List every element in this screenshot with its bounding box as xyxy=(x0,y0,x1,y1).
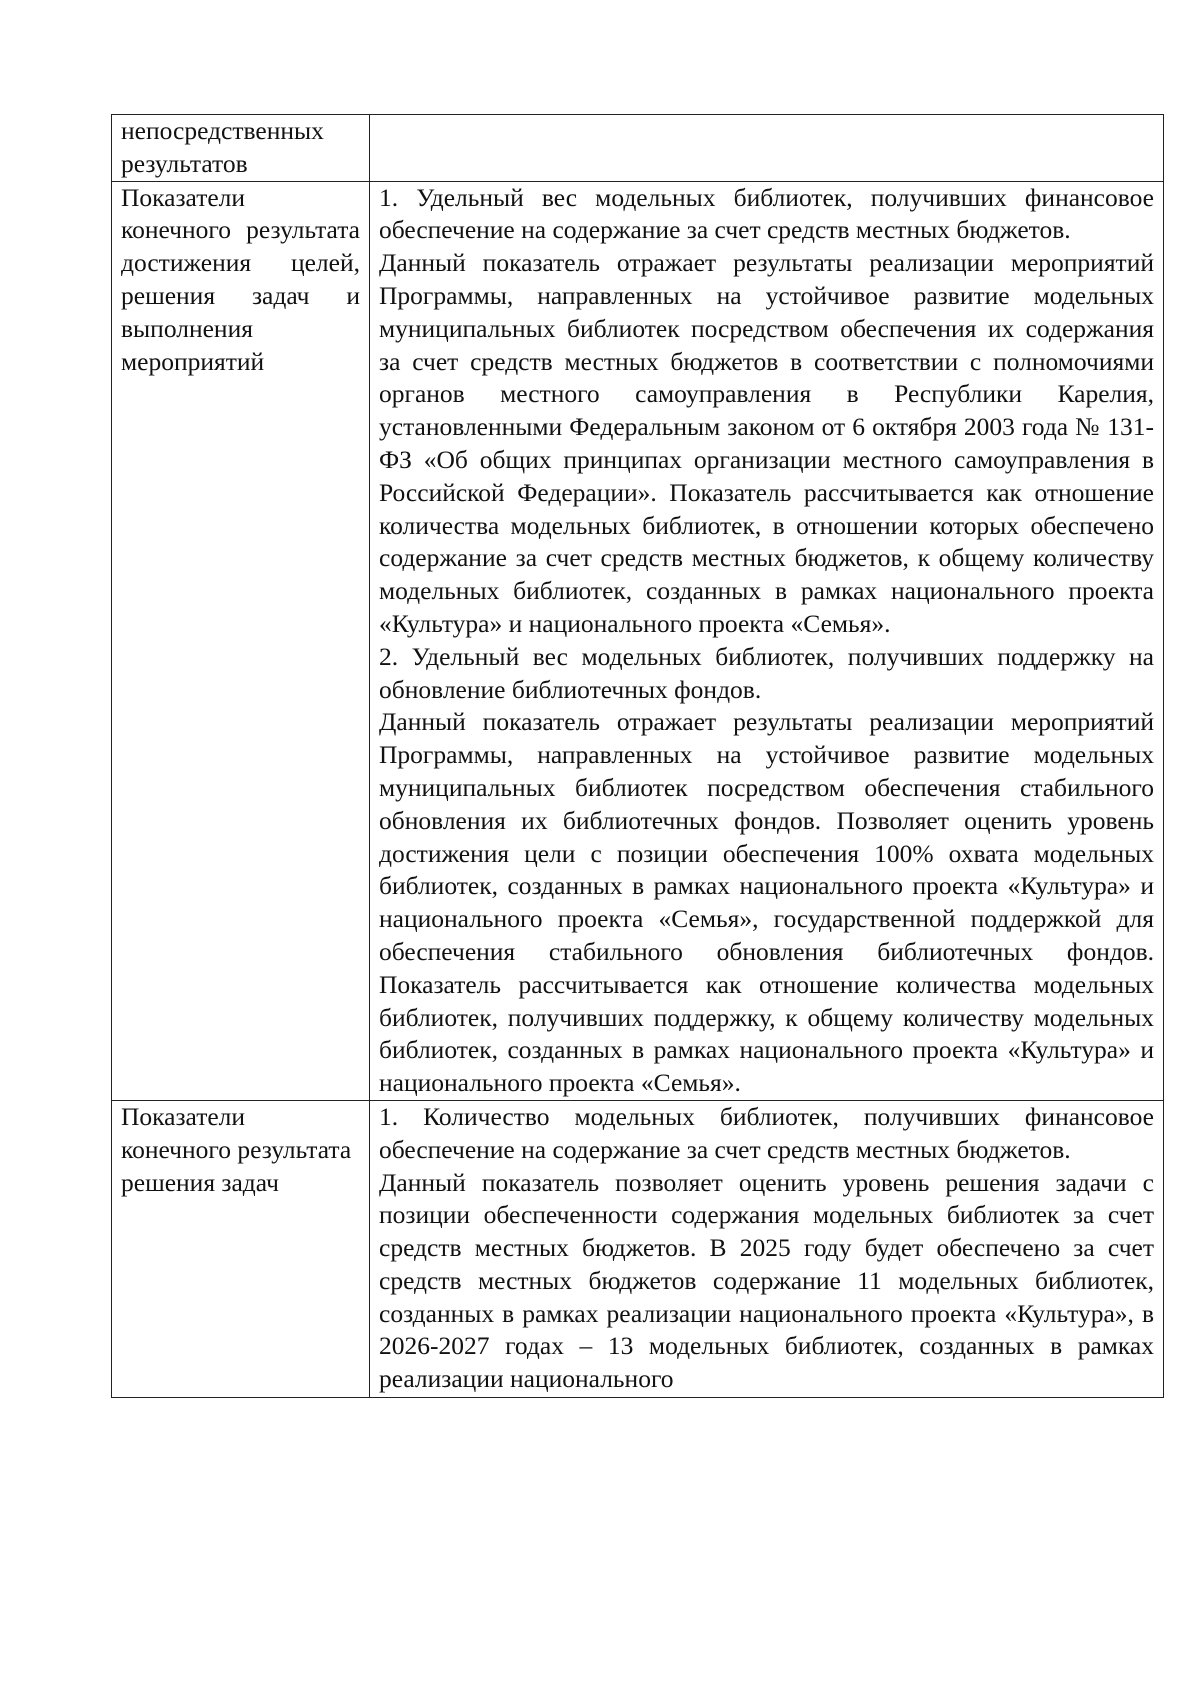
row-label: Показатели конечного результата достижения целей, решения задач и выполнения мероприятий xyxy=(121,182,360,376)
row-description-cell xyxy=(370,115,1164,182)
description-paragraph: Данный показатель позволяет оценить уровень решения задачи с позиции обеспеченности содержания модельных библиотек за счет средств местных бюджетов. В 2025 году будет обеспечено за счет средств местных бюджетов содержание 11 модельных библиотек, созданных в рамках реализации национального проекта «Культура», в 2026-2027 годах – 13 модельных библиотек, созданных в рамках реализации национального xyxy=(379,1167,1154,1394)
row-description-cell xyxy=(370,1100,1164,1397)
row-description-cell xyxy=(370,181,1164,1100)
indicators-table xyxy=(111,114,1164,1398)
table-row xyxy=(112,115,1164,182)
description-paragraph: 2. Удельный вес модельных библиотек, получивших поддержку на обновление библиотечных фондов. xyxy=(379,641,1154,704)
table-row xyxy=(112,181,1164,1100)
description-paragraph: 1. Удельный вес модельных библиотек, получивших финансовое обеспечение на содержание за счет средств местных бюджетов. xyxy=(379,182,1154,245)
row-label: Показатели конечного результата решения задач xyxy=(121,1101,352,1197)
description-paragraph: Данный показатель отражает результаты реализации мероприятий Программы, направленных на устойчивое развитие модельных муниципальных библиотек посредством обеспечения их содержания за счет средств местных бюджетов в соответствии с полномочиями органов местного самоуправления в Республики Карелия, установленными Федеральным законом от 6 октября 2003 года № 131-ФЗ «Об общих принципах организации местного самоуправления в Российской Федерации». Показатель рассчитывается как отношение количества модельных библиотек, в отношении которых обеспечено содержание за счет средств местных бюджетов, к общему количеству модельных библиотек, созданных в рамках национального проекта «Культура» и национального проекта «Семья». xyxy=(379,248,1154,638)
description-paragraph: Данный показатель отражает результаты реализации мероприятий Программы, направленных на устойчивое развитие модельных муниципальных библиотек посредством обеспечения стабильного обновления их библиотечных фондов. Позволяет оценить уровень достижения цели с позиции обеспечения 100% охвата модельных библиотек, созданных в рамках национального проекта «Культура» и национального проекта «Семья», государственной поддержкой для обеспечения стабильного обновления библиотечных фондов. Показатель рассчитывается как отношение количества модельных библиотек, получивших поддержку, к общему количеству модельных библиотек, созданных в рамках национального проекта «Культура» и национального проекта «Семья». xyxy=(379,707,1154,1098)
row-label: непосредственных результатов xyxy=(121,116,324,178)
row-label-cell xyxy=(112,181,370,1100)
description-paragraph: 1. Количество модельных библиотек, получивших финансовое обеспечение на содержание за счет средств местных бюджетов. xyxy=(379,1101,1154,1164)
row-label-cell xyxy=(112,115,370,182)
row-label-cell xyxy=(112,1100,370,1397)
table-row xyxy=(112,1100,1164,1397)
